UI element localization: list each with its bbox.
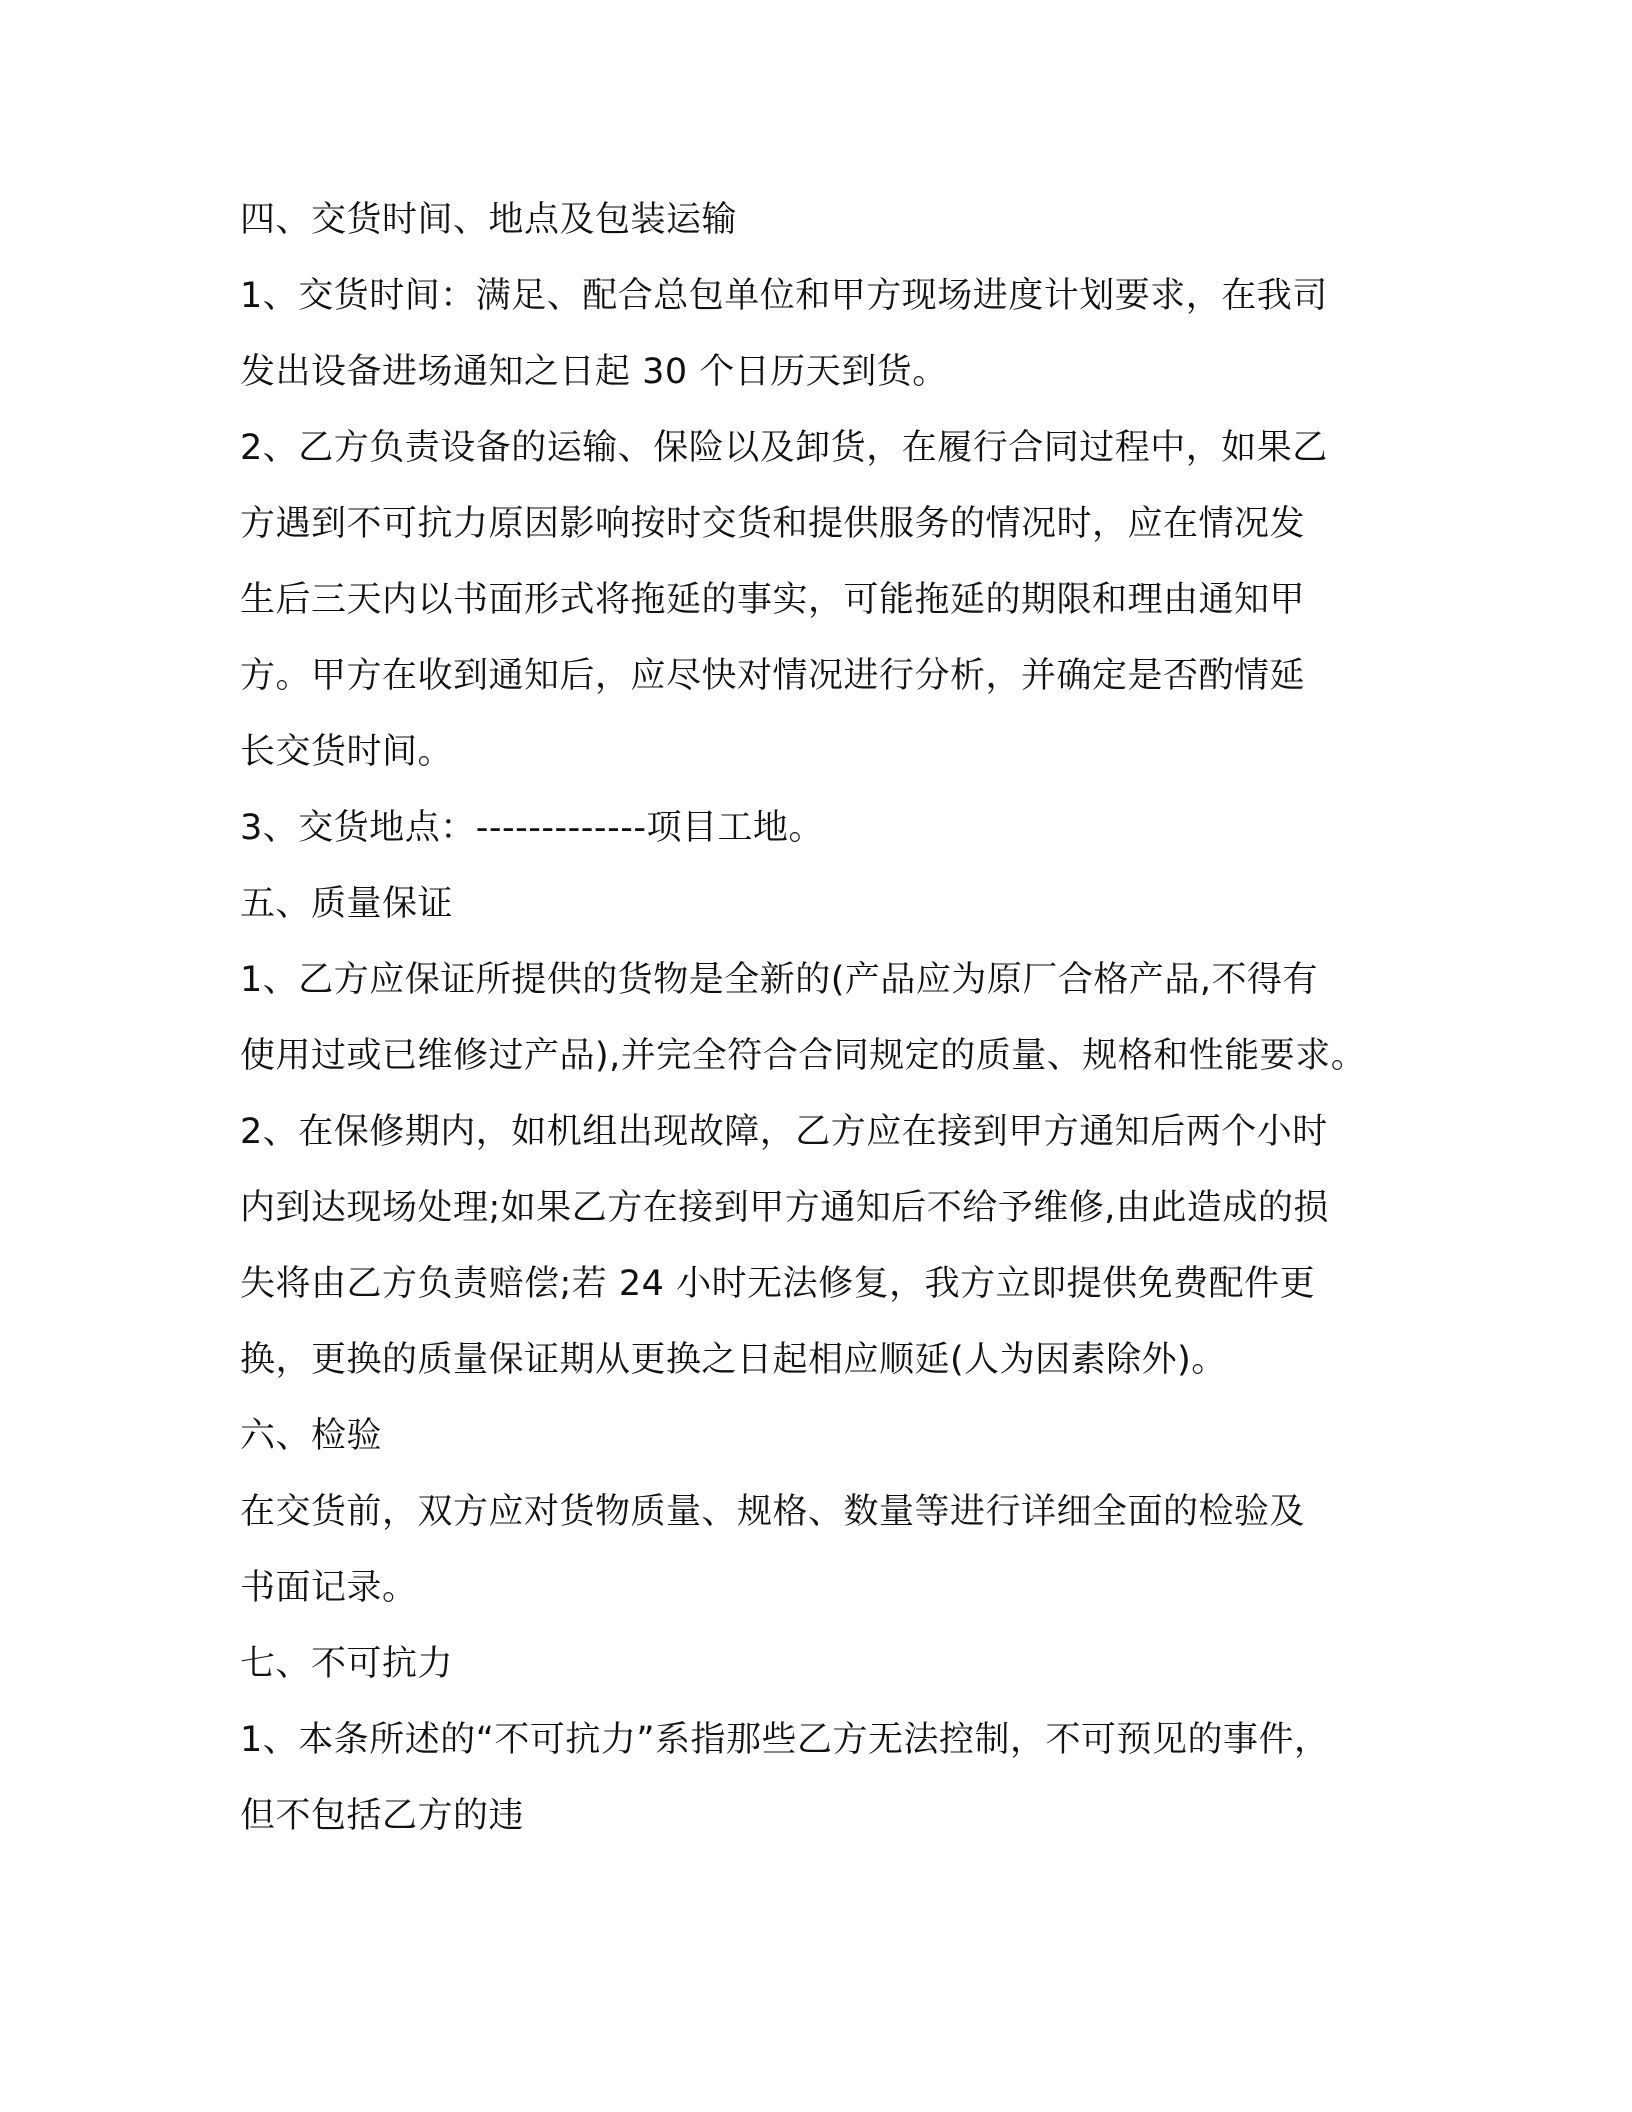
paragraph-line: 1、交货时间：满足、配合总包单位和甲方现场进度计划要求，在我司 <box>240 276 1328 316</box>
section-heading-force-majeure: 七、不可抗力 <box>240 1644 454 1684</box>
section-heading-inspection: 六、检验 <box>240 1416 383 1456</box>
section-heading-quality: 五、质量保证 <box>240 884 454 924</box>
paragraph-line: 3、交货地点：-------------项目工地。 <box>240 808 824 848</box>
paragraph-line: 使用过或已维修过产品),并完全符合合同规定的质量、规格和性能要求。 <box>240 1036 1367 1076</box>
paragraph-line: 内到达现场处理;如果乙方在接到甲方通知后不给予维修,由此造成的损 <box>240 1188 1329 1228</box>
paragraph-line: 换，更换的质量保证期从更换之日起相应顺延(人为因素除外)。 <box>240 1340 1227 1380</box>
paragraph-line: 长交货时间。 <box>240 732 454 772</box>
paragraph-line: 方。甲方在收到通知后，应尽快对情况进行分析，并确定是否酌情延 <box>240 656 1306 696</box>
paragraph-line: 1、本条所述的“不可抗力”系指那些乙方无法控制，不可预见的事件， <box>240 1720 1330 1760</box>
paragraph-line: 发出设备进场通知之日起 30 个日历天到货。 <box>240 352 948 392</box>
paragraph-line: 方遇到不可抗力原因影响按时交货和提供服务的情况时，应在情况发 <box>240 504 1306 544</box>
section-heading-delivery: 四、交货时间、地点及包装运输 <box>240 200 738 240</box>
paragraph-line: 失将由乙方负责赔偿;若 24 小时无法修复，我方立即提供免费配件更 <box>240 1264 1316 1304</box>
paragraph-line: 2、乙方负责设备的运输、保险以及卸货，在履行合同过程中，如果乙 <box>240 428 1328 468</box>
paragraph-line: 2、在保修期内，如机组出现故障，乙方应在接到甲方通知后两个小时 <box>240 1112 1328 1152</box>
paragraph-line: 书面记录。 <box>240 1568 418 1608</box>
paragraph-line: 但不包括乙方的违 <box>240 1796 525 1836</box>
paragraph-line: 在交货前，双方应对货物质量、规格、数量等进行详细全面的检验及 <box>240 1492 1306 1532</box>
paragraph-line: 1、乙方应保证所提供的货物是全新的(产品应为原厂合格产品,不得有 <box>240 960 1319 1000</box>
paragraph-line: 生后三天内以书面形式将拖延的事实，可能拖延的期限和理由通知甲 <box>240 580 1306 620</box>
